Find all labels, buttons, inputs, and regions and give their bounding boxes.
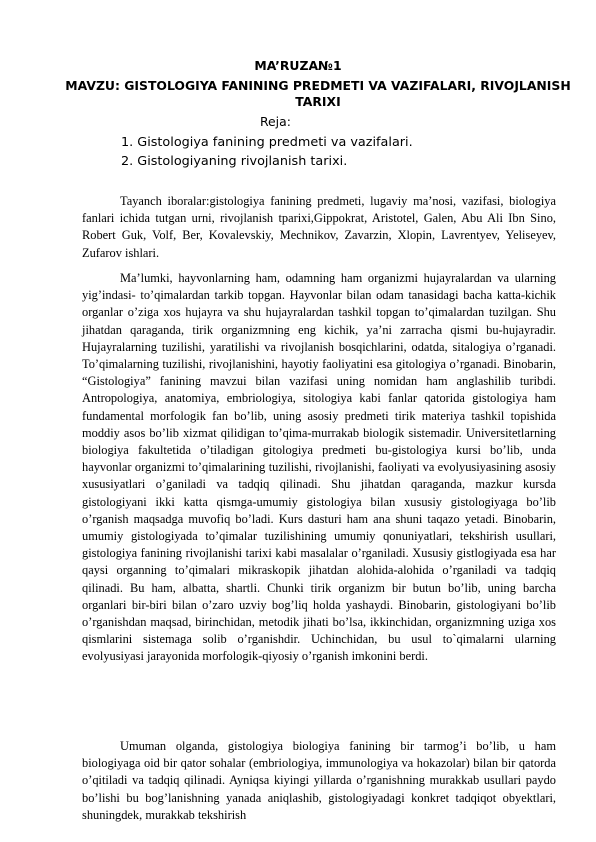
keywords-paragraph: Tayanch iboralar:gistologiya fanining predmeti, lugaviy ma’nosi, vazifasi, biologiya fanlari ichida tutgan urni, rivojlanish tparixi,Gippokrat, Aristotel, Galen, Abu Ali Ibn Sino, Robert Guk, Volf, Ber, Kovalevskiy, Mechnikov, Zavarzin, Xlopin, Lavrentyev, Yeliseyev, Zufarov ishlari. (82, 194, 556, 260)
plan-item-2: 2. Gistologiyaning rivojlanish tarixi. (121, 154, 348, 169)
paragraph-1: Ma’lumki, hayvonlarning ham, odamning ham organizmi hujayralardan va ularning yig’indasi- to’qimalardan tarkib topgan. Hayvonlar bilan odam tanasidagi bacha katta-kichik organlar o’ziga xos hujayra va shu hujayralardan tashkil topgan to’qimalardan tuzilgan. Shu jihatdan qaraganda, tirik organizmning eng kichik, ya’ni zarracha qismi bu-hujayradir. Hujayralarning tuzilishi, yaratilishi va rivojlanish bosqichlarini, odatda, sitalogiya o’rganadi. To’qimalarning tuzilishi, rivojlanishini, hayotiy faoliyatini esa gitologiya o’rganadi. Binobarin, “Gistologiya” fanining mavzui bilan vazifasi uning nomidan ham anglashilib turibdi. Antropologiya, anatomiya, embriologiya, sitologiya kabi fanlar qatorida gistologiya ham fundamental morfologik fan bo’lib, uning asosiy predmeti tirik materiya tashkil topishida moddiy asos bo’lib xizmat qilidigan to’qima-murrakab biologik sistemadir. Universitetlarning biologiya fakultetida o’tiladigan gitologiya predmeti bu-gistologiya kursi bo’lib, unda hayvonlar organizmi to’qimalarining tuzilishi, rivojlanishi, faoliyati va evolyusiyasining asosiy xususiyatlari o’ganiladi va tadqiq qilinadi. Shu jihatdan qaraganda, mazkur kursda gistologiyani ikki katta qismga-umumiy gistologiya bilan xususiy gistologiyaga bo’lib o’rganish maqsadga muvofiq bo’ladi. Kurs dasturi ham ana shuni taqazo yetadi. Binobarin, umumiy gistologiyada to’qimalar tuzilishining umumiy qonuniyatlari, tekshirish usullari, gistologiya fanining rivojlanishi tarixi kabi masalalar o’rganiladi. Xususiy gistlogiyada esa har qaysi organning to’qimalari mikraskopik jihatdan alohida-alohida o’rganiladi va tadqiq qilinadi. Bu ham, albatta, shartli. Chunki tirik organizm bir butun bo’lib, uning barcha organlari bir-biri bilan o’zaro uzviy bog’liq holda yashaydi. Binobarin, gistologiyani bo’lib o’rganishdan maqsad, birinchidan, metodik jihati bo’lsa, ikkinchidan, organizmning uziga xos qismlarini sistemaga solib o’rganishdir. Uchinchidan, bu usul to`qimalarni ularning evolyusiyasi jarayonida morfologik-qiyosiy o’rganish imkonini berdi. (82, 271, 556, 664)
plan-item-1: 1. Gistologiya fanining predmeti va vazifalari. (121, 135, 413, 150)
lecture-title: MA’RUZA№1 (254, 58, 342, 73)
lecture-topic: MAVZU: GISTOLOGIYA FANINING PREDMETI VA VAZIFALARI, RIVOJLANISH TARIXI (65, 78, 571, 109)
paragraph-2: Umuman olganda, gistologiya biologiya fanining bir tarmog’i bo’lib, u ham biologiyaga oid bir qator sohalar (embriologiya, immunologiya va hokazolar) bilan bir qatorda o’qitiladi va tadqiq qilinadi. Ayniqsa kiyingi yillarda o’rganishning murakkab usullari paydo bo’lishi bu bog’lanishning yanada aniqlashib, gistologiyadagi konkret tadqiqot obyektlari, shuningdek, murakkab tekshirish (82, 739, 556, 822)
second-paragraph-block (82, 738, 556, 824)
keywords-paragraph-block (82, 193, 556, 262)
plan-label: Reja: (260, 114, 291, 129)
main-paragraph-block (82, 270, 556, 666)
